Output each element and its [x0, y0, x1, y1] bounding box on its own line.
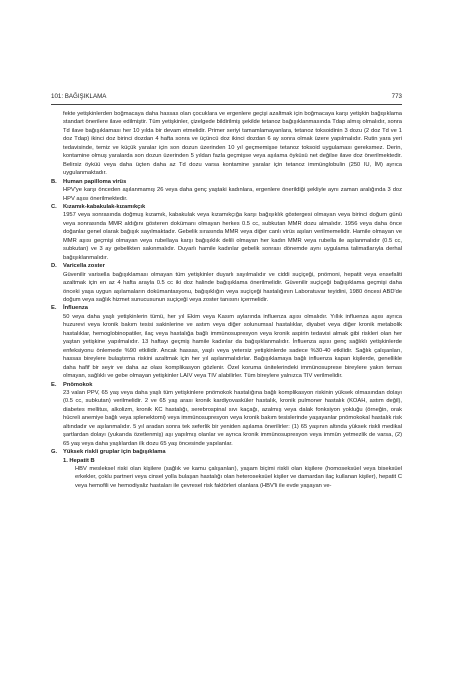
subsection-heading: 1. Hepatit B [63, 457, 95, 464]
section-label: C. [51, 203, 57, 210]
section-text: 1957 veya sonrasında doğmuş kızamık, kabakulak veya kızamıkçığa karşı bağışıklık göstergesi olmayan veya birinci doğum günü veya sonrasında MMR aldığını gösteren dokümanı olmayan herkes 0.5 cc, subkutan MMR dozu almalıdır. 1956 veya daha önce doğanlar genel olarak bağışık sayılmaktadır. Gebelik sırasında MMR veya diğer canlı virüs aşıları verilmemelidir. Hamile olmayan ve MMR aşısı geçmişi olmayan veya rubellaya karşı bağışıklık delili olmayan her kadın MMR veya rubella ile aşılanmalıdır (0.5 cc, subkutan) ve 3 ay gebelikten sakınmalıdır. Duyarlı hamile kadınlar gebelik sonrası dönemde aynı uygulama talimatlarıyla derhal bağışıklanmalıdır. [63, 212, 402, 261]
section-e-pnomokok [51, 381, 402, 449]
section-label: E. [51, 305, 57, 312]
section-title: İnfluenza [63, 305, 88, 312]
section-text: HPV'ye karşı önceden aşılanmamış 26 veya daha genç yaştaki kadınlara, ergenlere önerildiği şekliyle aynı zaman aralığında 3 doz HPV aşısı önerilmektedir. [63, 187, 402, 202]
section-d [51, 262, 402, 304]
page-body [51, 110, 402, 490]
section-label: G. [51, 449, 58, 456]
section-label: E. [51, 381, 57, 388]
section-e-influenza [51, 304, 402, 380]
section-g [51, 448, 402, 490]
page-number: 773 [391, 93, 402, 100]
section-heading [51, 304, 402, 312]
section-text: Güvenilir varisella bağışıklaması olmayan tüm yetişkinler duyarlı sayılmalıdır ve ciddi suçiçeği, pnömoni, hepatit veya ensefaliti azaltmak için en az 4 hafta arayla 0.5 cc iki doz halinde bağışıklama önerilmelidir. Güvenilir suçiçeği bağışıklama geçmişi daha önceki yaşa uygun aşılamaların dokümantasyonu, bağışıklığın veya suçiçeği hastalığının Laboratuvar teyidini, 1980 öncesi ABD'de doğum veya sağlık hizmet sunucusunun suçiçeği veya zoster tanısını içermelidir. [63, 271, 402, 303]
section-text: 50 veya daha yaşlı yetişkinlerin tümü, her yıl Ekim veya Kasım aylarında influenza aşısı olmalıdır. Yıllık influenza aşısı ayrıca huzurevi veya kronik bakım tesisi sakinlerine ve astım veya diğer solunumsal hastalıklar, diyabet veya diğer kronik metabolik hastalıklar, hemoglobinopatiler, ilaç veya hastalığa bağlı immünosupresyon veya kronik aspirin tedavisi almak gibi riskleri olan her yaştan yetişkine yapılmalıdır. 13 haftayı geçmiş hamile kadınlar da bağışıklanmalıdır. İnfluenza aşısı genç sağlıklı yetişkinlerde enfeksiyonu önlemede %90 etkilidir. Ancak hassas, yaşlı veya yetersiz yetişkinlerde sadece %30-40 etkilidir. Sağlık çalışanları, hassas bireylere bulaştırma riskini azaltmak için her yıl aşılanmalıdırlar. Bağışıklamaya bağlı influenza kapan kişilerde, genellikle daha hafif bir seyir ve daha az olası komplikasyon gözlenir. Özel koruma ünitelerindeki immünosuprese bireylere yakın temas olmayan, sağlıklı ve gebe olmayan yetişkinler LAIV veya TIV alabilirler. Tüm bireylere yalnızca TIV verilmelidir. [63, 313, 402, 380]
section-heading [51, 448, 402, 456]
chapter-title: 101: BAĞIŞIKLAMA [51, 93, 107, 100]
section-label: D. [51, 263, 57, 270]
section-text: 23 valan PPV, 65 yaş veya daha yaşlı tüm yetişkinlere pnömokok hastalığına bağlı komplikasyon riskinin yüksek olmasından dolayı (0.5 cc, subkutan) verilmelidir. 2 ve 65 yaş arası kronik kardiyovasküler hastalık, kronik pulmoner hastalık (KOAH, astım değil), diabetes mellitus, alkolizm, kronik KC hastalığı, serebrospinal sıvı kaçağı, azalmış veya dalak fonksiyon yokluğu (örneğin, orak hücreli anemiye bağlı veya splenektomi) veya immünosupresyon veya kronik bakım tesislerinde yaşayanlar pnömokokal hastalık risk altındadır ve aşılanmalıdır. 5 yıl aradan sonra tek seferlik bir yeniden aşılama önerilirler: (1) 65 yaşının altında yüksek riskli medikal şartlardan dolayı (yukarıda özetlenmiş) aşı yapılmış olanlar ve ayrıca kronik immünosupresyon veya immün yetmezlik de varsa, (2) 65 yaş veya daha yaşlılardan ilk dozu 65 yaş öncesinde yapılanlar. [63, 389, 402, 447]
intro-paragraph: fekte yetişkinlerden boğmacaya daha hassas olan çocuklara ve ergenlere geçişi azaltmak için boğmacaya karşı yetişkin bağışıklama standart önerilere ilave edilmiştir. Tüm yetişkinler, çizelgede bildirilmiş şekilde tetanoz bağışıklanmasında Tdap almış olmalıdır, sonra Td ilave bağışıklaması her 10 yılda bir devam etmelidir. Primer seriyi tamamlamayanlara, tetanoz toksoidinin 3 dozu (2 doz Td ve 1 doz Tdap) ikinci doz birinci dozdan 4 hafta sonra ve üçüncü doz ikinci dozdan 6 ay sonra olmak üzere yapılmalıdır. Rutin yara yeri tedavisinde, temiz ve küçük yaralar için son dozun üzerinden 10 yıl geçmemişse tetanoz toksoid uygulaması gereksmez. Derin, kontamine olmuş yaralarda son dozun üzerinden 5 yıldan fazla geçmişse veya aşılama öyküsü net değilse ilave doz önerilmektedir. Belirsiz öyküü veya daha üçten daha az Td dozu varsa kontamine yaralar için tetanoz immünglobulin (250 IU, İM) ayrıca uygulanmaktadır. [63, 111, 402, 177]
page-header [51, 92, 402, 105]
section-c [51, 203, 402, 262]
subsection-text: HBV mesleksel riski olan kişilere (sağlık ve kamu çalışanları), yaşam biçimi riskli olan kişilere (homoseksüel veya biseksüel erkekler, çoklu partneri veya cinsel yolla bulaşan hastalığı olan heteroseksüel kişiler ve damardan ilaç kullanan kişiler), hepatit C veya hemofili ve hemodiyaliz hastaları ile çevresel risk faktörleri olanlara (HBV'li ile evde yaşayan ve- [75, 466, 402, 489]
section-title: Human papilloma virüs [63, 178, 127, 185]
section-heading [51, 178, 402, 186]
section-heading [51, 262, 402, 270]
section-heading [51, 203, 402, 211]
section-label: B. [51, 178, 57, 185]
section-title: Kızamık-kabakulak-kızamıkçık [63, 203, 146, 210]
section-title: Yüksek riskli gruplar için bağışıklama [63, 449, 166, 456]
section-title: Varicella zoster [63, 263, 105, 270]
section-heading [51, 381, 402, 389]
section-b [51, 178, 402, 203]
section-title: Pnömokok [63, 381, 93, 388]
